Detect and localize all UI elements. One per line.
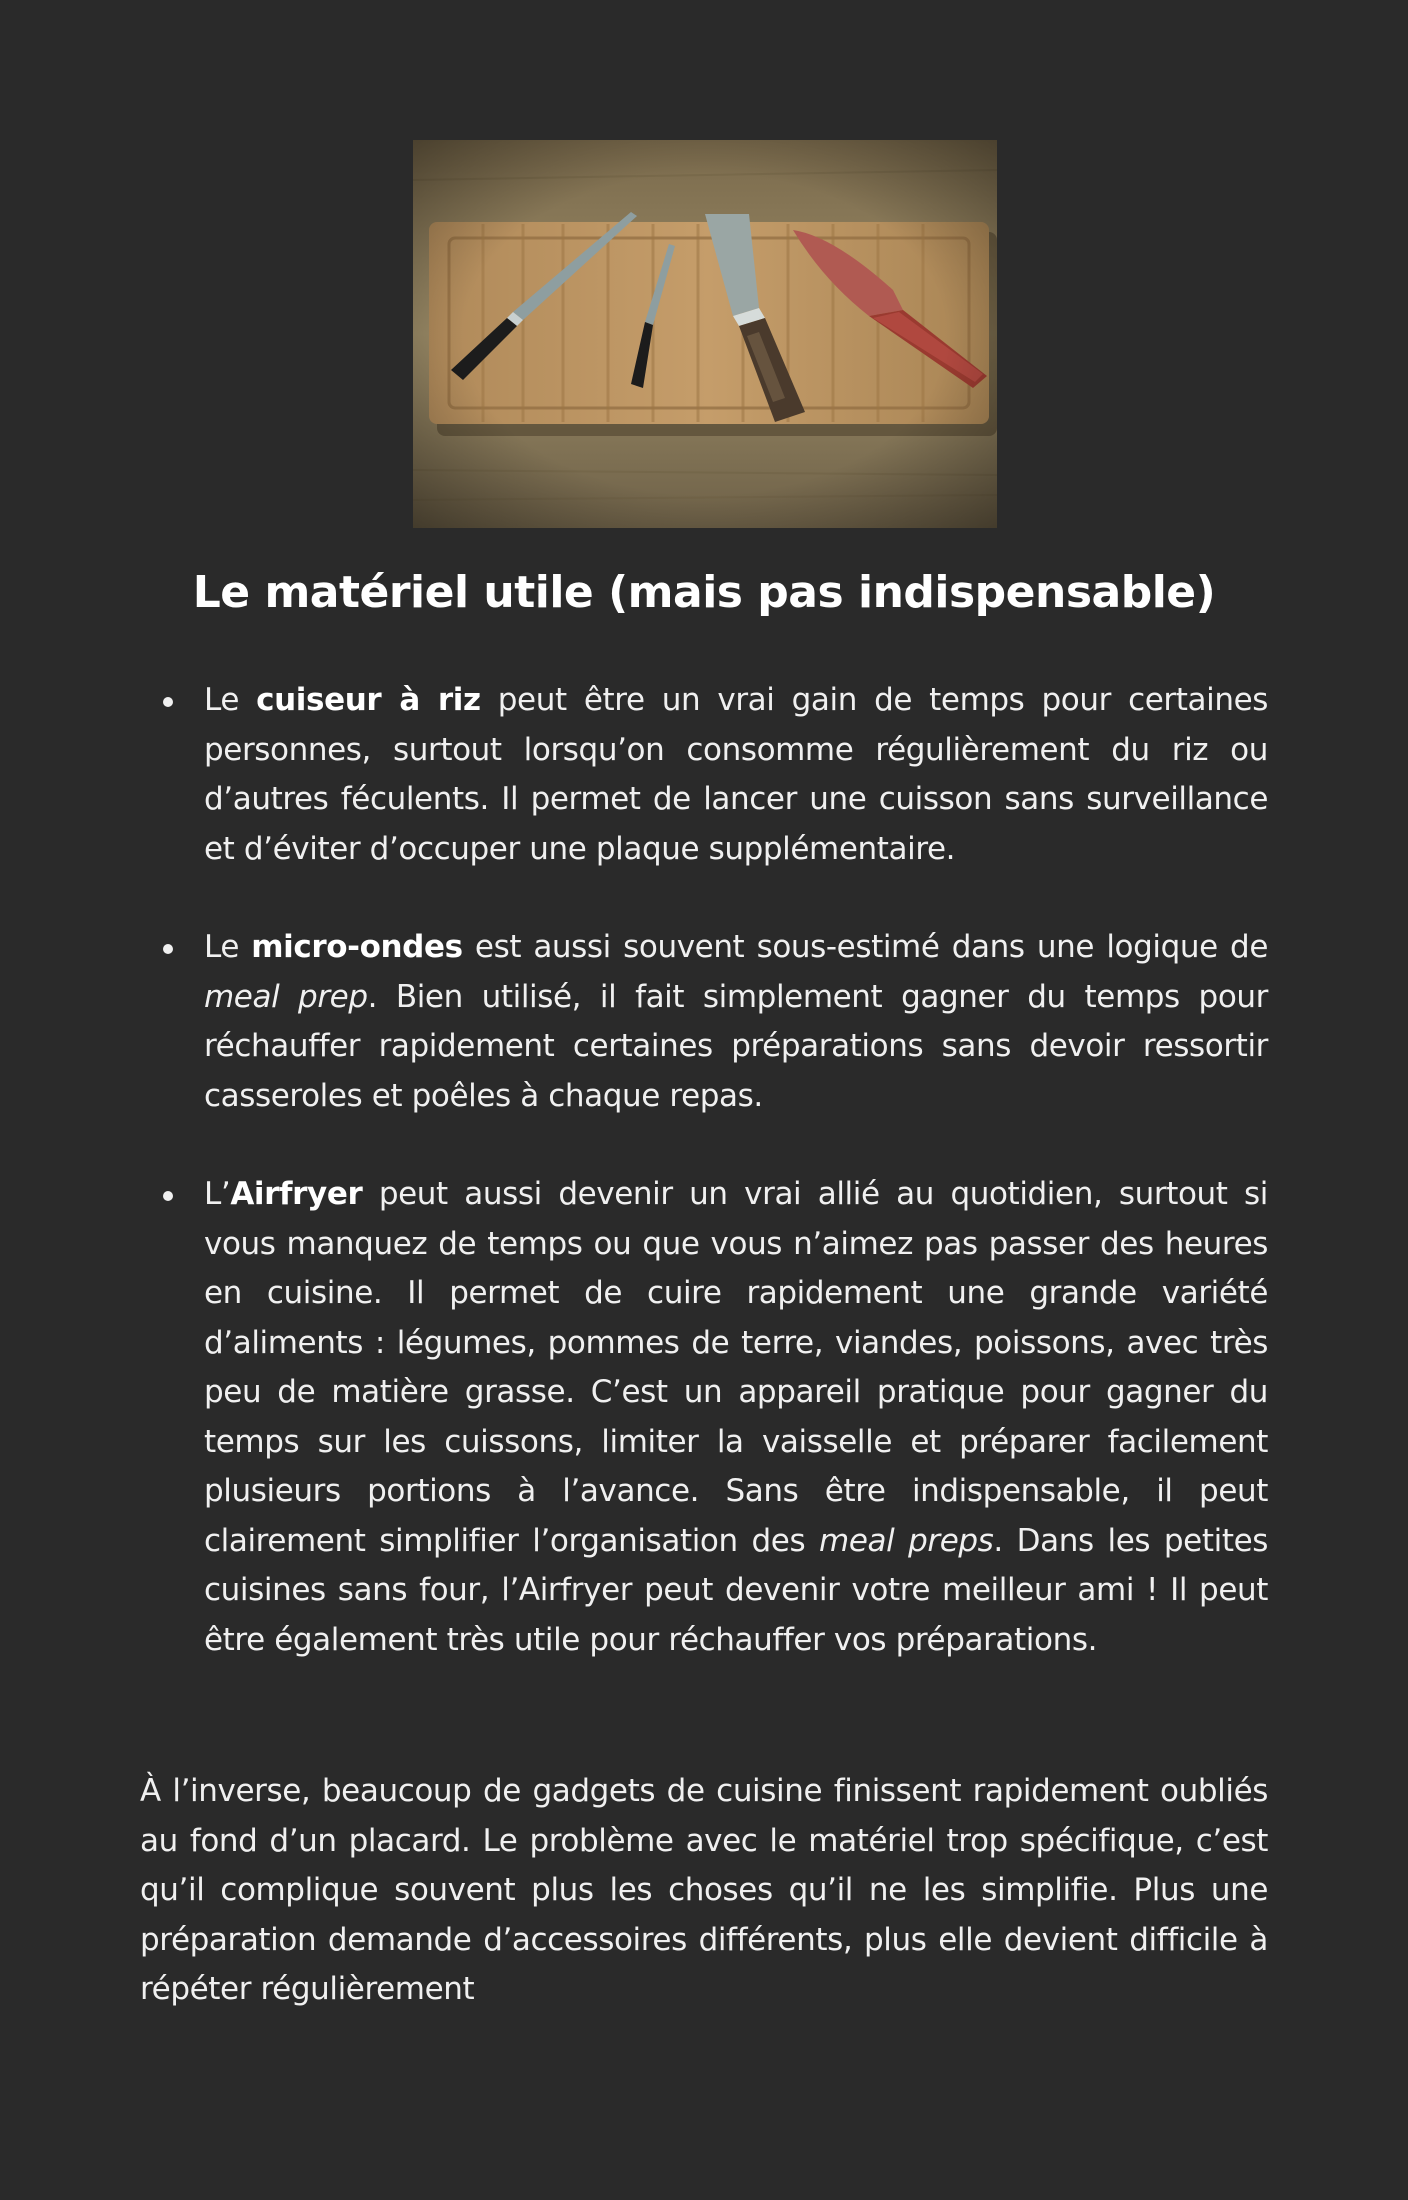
item-text: est aussi souvent sous-estimé dans une logique de [462,929,1268,965]
bullet-dot-icon [163,697,173,707]
knives-photo [413,140,997,528]
item-text: . Dans les petites cuisines sans four, l’Airfryer peut devenir votre meilleur ami ! Il peut être également très utile pour réchauffer vos préparations. [204,1522,1268,1658]
item-bold-term: cuiseur à riz [256,682,481,718]
item-prefix: Le [204,929,252,965]
item-text: peut aussi devenir un vrai allié au quotidien, surtout si vous manquez de temps ou que vous n’aimez pas passer des heures en cuisine. Il permet de cuire rapidement une grande variété d’aliments : légumes, pommes de terre, viandes, poissons, avec très peu de matière grasse. C’est un appareil pratique pour gagner du temps sur les cuissons, limiter la vaisselle et préparer facilement plusieurs portions à l’avance. Sans être indispensable, il peut clairement simplifier l’organisation des [204,1176,1268,1559]
knives-on-cutting-board-illustration [413,140,997,528]
closing-paragraph: À l’inverse, beaucoup de gadgets de cuisine finissent rapidement oubliés au fond d’un placard. Le problème avec le matériel trop spécifique, c’est qu’il complique souvent plus les choses qu’il ne les simplifie. Plus une préparation demande d’accessoires différents, plus elle devient difficile à répéter régulièrement [140,1773,1268,2007]
item-prefix: Le [204,682,257,718]
item-bold-term: Airfryer [230,1176,363,1212]
list-item-airfryer [140,1170,1268,1665]
list-item-microwave [140,923,1268,1121]
item-prefix: L’ [204,1176,231,1212]
list-item-rice-cooker [140,676,1268,874]
item-text: peut être un vrai gain de temps pour certaines personnes, surtout lorsqu’on consomme régulièrement du riz ou d’autres féculents. Il permet de lancer une cuisson sans surveillance et d’éviter d’occuper une plaque supplémentaire. [204,682,1268,867]
item-italic-term: meal prep [204,978,368,1015]
bullet-dot-icon [163,1191,173,1201]
item-italic-term: meal preps [819,1522,994,1559]
item-bold-term: micro-ondes [251,929,463,965]
bullet-dot-icon [163,944,173,954]
equipment-list [140,676,1268,1665]
section-heading: Le matériel utile (mais pas indispensable) [192,567,1216,618]
item-text: . Bien utilisé, il fait simplement gagner du temps pour réchauffer rapidement certaines préparations sans devoir ressortir casseroles et poêles à chaque repas. [204,978,1268,1114]
